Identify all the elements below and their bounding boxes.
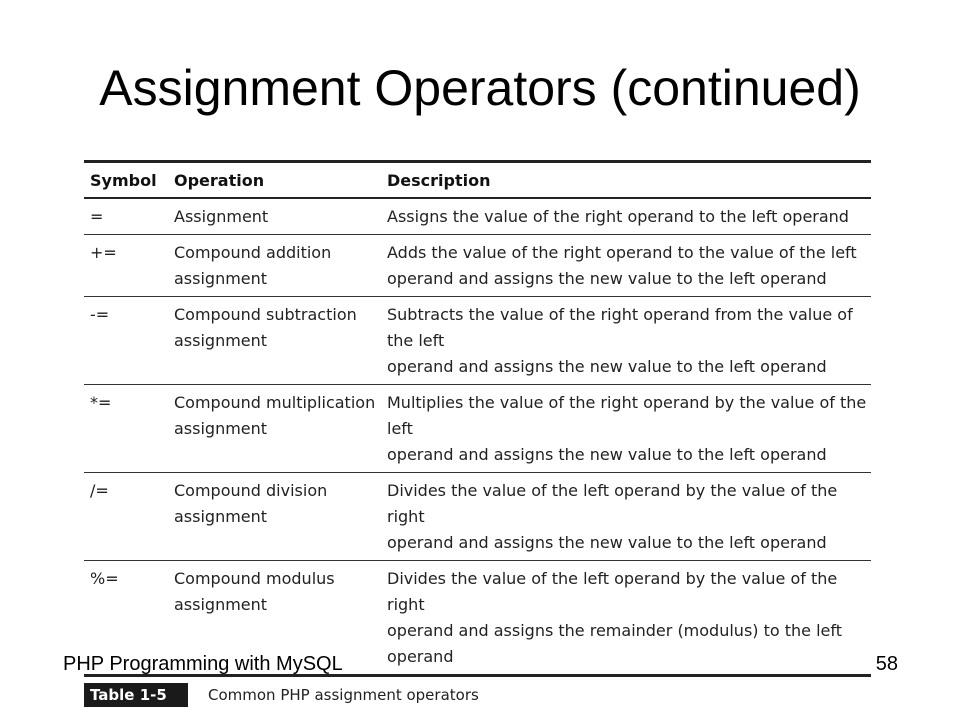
description-line: operand and assigns the new value to the left operand	[387, 357, 827, 376]
cell-symbol: *=	[84, 385, 168, 473]
description-line: Subtracts the value of the right operand from the value of the left	[387, 305, 853, 350]
header-description: Description	[381, 162, 871, 199]
table-header-row	[84, 162, 871, 199]
cell-symbol: =	[84, 198, 168, 235]
description-line: Assigns the value of the right operand to the left operand	[387, 207, 849, 226]
header-operation: Operation	[168, 162, 381, 199]
cell-operation	[168, 297, 381, 385]
header-symbol: Symbol	[84, 162, 168, 199]
caption-label: Table 1-5	[84, 683, 188, 707]
operation-line: assignment	[174, 595, 268, 614]
assignment-operators-table	[84, 160, 871, 677]
cell-description	[381, 198, 871, 235]
table-row	[84, 235, 871, 297]
table-caption	[84, 683, 871, 707]
operation-line: Assignment	[174, 207, 269, 226]
operation-line: Compound multiplication	[174, 393, 376, 412]
description-line: operand and assigns the new value to the left operand	[387, 269, 827, 288]
table-row	[84, 473, 871, 561]
cell-operation	[168, 473, 381, 561]
description-line: operand and assigns the new value to the left operand	[387, 533, 827, 552]
table-row	[84, 297, 871, 385]
operation-line: Compound modulus	[174, 569, 335, 588]
description-line: Adds the value of the right operand to the value of the left	[387, 243, 857, 262]
footer-page-number: 58	[875, 653, 898, 675]
cell-description	[381, 385, 871, 473]
description-line: operand and assigns the new value to the left operand	[387, 445, 827, 464]
cell-operation	[168, 198, 381, 235]
cell-symbol: -=	[84, 297, 168, 385]
caption-text: Common PHP assignment operators	[208, 686, 479, 704]
table-row	[84, 198, 871, 235]
operation-line: assignment	[174, 507, 268, 526]
operation-line: assignment	[174, 419, 268, 438]
operators-table-container	[84, 160, 871, 707]
cell-description	[381, 473, 871, 561]
description-line: Divides the value of the left operand by the value of the right	[387, 569, 838, 614]
operation-line: assignment	[174, 269, 268, 288]
description-line: operand and assigns the remainder (modulus) to the left operand	[387, 621, 843, 666]
cell-symbol: /=	[84, 473, 168, 561]
cell-description	[381, 235, 871, 297]
operation-line: Compound addition	[174, 243, 332, 262]
footer-course-title: PHP Programming with MySQL	[63, 653, 343, 675]
description-line: Divides the value of the left operand by the value of the right	[387, 481, 838, 526]
cell-symbol: %=	[84, 561, 168, 676]
cell-description	[381, 297, 871, 385]
cell-operation	[168, 235, 381, 297]
slide-title: Assignment Operators (continued)	[99, 60, 861, 116]
cell-symbol: +=	[84, 235, 168, 297]
table-row	[84, 385, 871, 473]
cell-operation	[168, 385, 381, 473]
description-line: Multiplies the value of the right operand by the value of the left	[387, 393, 867, 438]
operation-line: Compound division	[174, 481, 328, 500]
operation-line: Compound subtraction	[174, 305, 357, 324]
operation-line: assignment	[174, 331, 268, 350]
cell-description	[381, 561, 871, 676]
